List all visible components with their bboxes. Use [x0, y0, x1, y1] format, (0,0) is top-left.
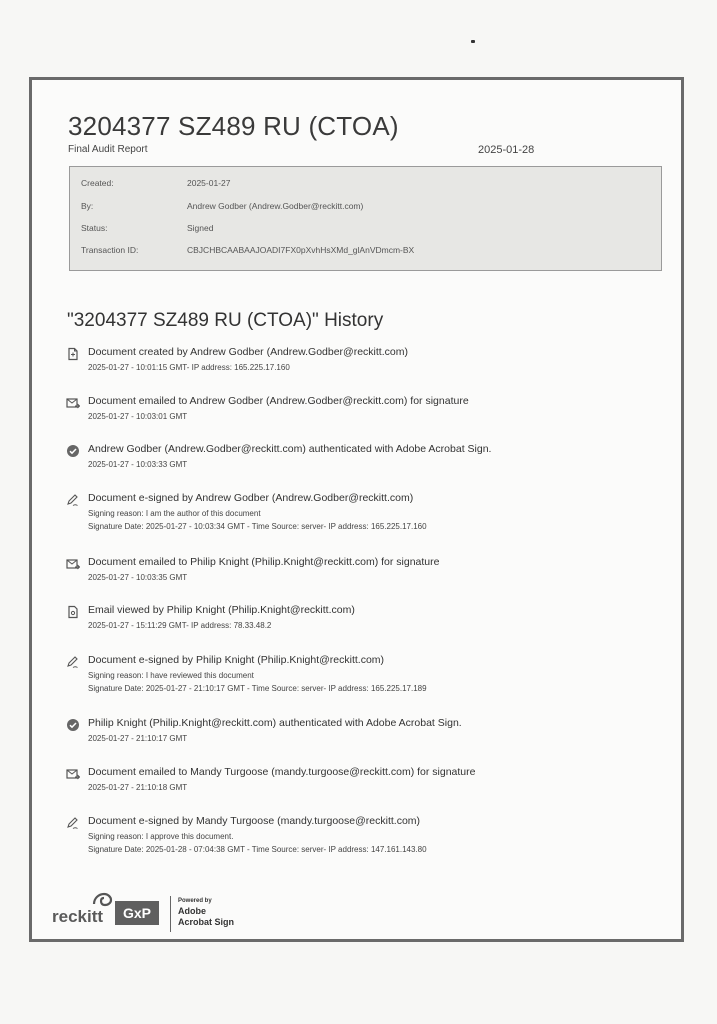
summary-key: By: [81, 201, 94, 211]
gxp-badge: GxP [115, 901, 159, 925]
adobe-label: Adobe [178, 906, 206, 916]
email-sent-icon [66, 396, 80, 410]
footer-divider [170, 896, 171, 932]
event-description: Document emailed to Andrew Godber (Andrew.Godber@reckitt.com) for signature [88, 395, 469, 407]
summary-row-by [70, 201, 661, 219]
report-date: 2025-01-28 [478, 144, 535, 156]
history-title: "3204377 SZ489 RU (CTOA)" History [67, 310, 384, 331]
event-signing-reason: Signing reason: I have reviewed this document [88, 671, 254, 680]
esign-pen-icon [66, 493, 80, 507]
verified-check-icon [66, 718, 80, 732]
powered-by-label: Powered by [178, 898, 212, 904]
email-sent-icon [66, 767, 80, 781]
event-description: Document e-signed by Andrew Godber (Andrew.Godber@reckitt.com) [88, 492, 414, 504]
event-timestamp: 2025-01-27 - 15:11:29 GMT- IP address: 78.33.48.2 [88, 621, 272, 630]
summary-key: Transaction ID: [81, 245, 139, 255]
event-description: Document emailed to Philip Knight (Philip.Knight@reckitt.com) for signature [88, 556, 440, 568]
event-timestamp: 2025-01-27 - 10:01:15 GMT- IP address: 165.225.17.160 [88, 363, 290, 372]
esign-pen-icon [66, 816, 80, 830]
email-sent-icon [66, 557, 80, 571]
event-description: Philip Knight (Philip.Knight@reckitt.com) authenticated with Adobe Acrobat Sign. [88, 717, 462, 729]
summary-value: Andrew Godber (Andrew.Godber@reckitt.com) [187, 201, 364, 211]
acrobat-sign-label: Acrobat Sign [178, 917, 235, 927]
audit-report-frame [29, 77, 684, 942]
event-timestamp: 2025-01-27 - 10:03:35 GMT [88, 573, 188, 582]
summary-key: Created: [81, 178, 114, 188]
event-signing-reason: Signing reason: I am the author of this document [88, 509, 261, 518]
summary-row-transaction-id [70, 245, 661, 263]
event-timestamp: 2025-01-27 - 10:03:01 GMT [88, 412, 188, 421]
event-timestamp: 2025-01-27 - 21:10:18 GMT [88, 783, 188, 792]
reckitt-logo: reckitt [52, 907, 104, 926]
event-timestamp: 2025-01-27 - 10:03:33 GMT [88, 460, 188, 469]
document-created-icon [66, 347, 80, 361]
event-timestamp: 2025-01-27 - 21:10:17 GMT [88, 734, 188, 743]
summary-row-status [70, 223, 661, 241]
event-description: Document e-signed by Philip Knight (Philip.Knight@reckitt.com) [88, 654, 385, 666]
event-signature-date: Signature Date: 2025-01-27 - 10:03:34 GMT - Time Source: server- IP address: 165.225.17.160 [88, 522, 427, 531]
event-description: Document e-signed by Mandy Turgoose (mandy.turgoose@reckitt.com) [88, 815, 421, 827]
event-signing-reason: Signing reason: I approve this document. [88, 832, 234, 841]
event-description: Document created by Andrew Godber (Andrew.Godber@reckitt.com) [88, 346, 408, 358]
event-description: Andrew Godber (Andrew.Godber@reckitt.com) authenticated with Adobe Acrobat Sign. [88, 443, 492, 455]
footer-logos [52, 890, 312, 940]
event-signature-date: Signature Date: 2025-01-28 - 07:04:38 GMT - Time Source: server- IP address: 147.161.143.80 [88, 845, 427, 854]
summary-value: CBJCHBCAABAAJOADI7FX0pXvhHsXMd_glAnVDmcm-BX [187, 245, 415, 255]
summary-value: Signed [187, 223, 214, 233]
summary-value: 2025-01-27 [187, 178, 231, 188]
summary-key: Status: [81, 223, 108, 233]
event-signature-date: Signature Date: 2025-01-27 - 21:10:17 GMT - Time Source: server- IP address: 165.225.17.189 [88, 684, 427, 693]
report-subtitle: Final Audit Report [68, 144, 148, 155]
verified-check-icon [66, 444, 80, 458]
email-viewed-icon [66, 605, 80, 619]
scan-mark [471, 40, 475, 43]
summary-row-created [70, 178, 661, 196]
event-description: Document emailed to Mandy Turgoose (mandy.turgoose@reckitt.com) for signature [88, 766, 476, 778]
report-title: 3204377 SZ489 RU (CTOA) [68, 111, 399, 141]
esign-pen-icon [66, 655, 80, 669]
summary-box [69, 166, 662, 271]
event-description: Email viewed by Philip Knight (Philip.Knight@reckitt.com) [88, 604, 355, 616]
